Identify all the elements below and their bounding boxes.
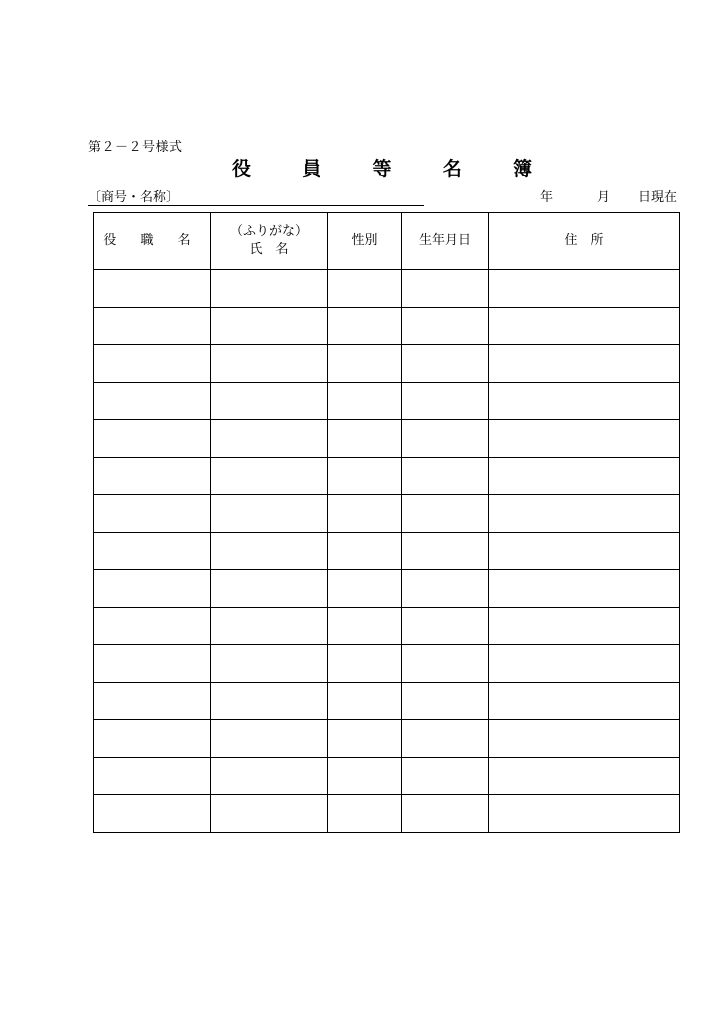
header-gender: 性別 (328, 213, 402, 270)
title-char: 名 (442, 158, 462, 180)
title-char: 簿 (512, 158, 532, 180)
cell-name[interactable] (211, 682, 328, 720)
cell-address[interactable] (489, 495, 680, 533)
cell-gender[interactable] (328, 420, 402, 458)
table-row (94, 382, 680, 420)
cell-address[interactable] (489, 570, 680, 608)
cell-birthdate[interactable] (402, 607, 489, 645)
cell-address[interactable] (489, 420, 680, 458)
cell-name[interactable] (211, 270, 328, 308)
cell-gender[interactable] (328, 532, 402, 570)
table-row (94, 570, 680, 608)
cell-name[interactable] (211, 457, 328, 495)
as-of-date (540, 186, 677, 205)
cell-birthdate[interactable] (402, 382, 489, 420)
cell-gender[interactable] (328, 720, 402, 758)
table-row (94, 345, 680, 383)
cell-birthdate[interactable] (402, 495, 489, 533)
cell-position[interactable] (94, 270, 211, 308)
cell-gender[interactable] (328, 457, 402, 495)
cell-position[interactable] (94, 495, 211, 533)
day-label: 日現在 (638, 190, 678, 205)
cell-position[interactable] (94, 757, 211, 795)
table-row (94, 307, 680, 345)
cell-name[interactable] (211, 795, 328, 833)
cell-birthdate[interactable] (402, 757, 489, 795)
cell-gender[interactable] (328, 682, 402, 720)
cell-address[interactable] (489, 457, 680, 495)
title-char: 役 (232, 158, 252, 180)
cell-birthdate[interactable] (402, 645, 489, 683)
cell-position[interactable] (94, 345, 211, 383)
cell-gender[interactable] (328, 495, 402, 533)
cell-gender[interactable] (328, 570, 402, 608)
cell-position[interactable] (94, 420, 211, 458)
cell-birthdate[interactable] (402, 532, 489, 570)
cell-name[interactable] (211, 307, 328, 345)
cell-address[interactable] (489, 682, 680, 720)
cell-position[interactable] (94, 382, 211, 420)
table-row (94, 420, 680, 458)
cell-name[interactable] (211, 720, 328, 758)
cell-birthdate[interactable] (402, 420, 489, 458)
cell-gender[interactable] (328, 345, 402, 383)
cell-birthdate[interactable] (402, 795, 489, 833)
table-row (94, 270, 680, 308)
table-row (94, 457, 680, 495)
cell-birthdate[interactable] (402, 570, 489, 608)
cell-name[interactable] (211, 532, 328, 570)
cell-position[interactable] (94, 532, 211, 570)
table-row (94, 795, 680, 833)
cell-name[interactable] (211, 345, 328, 383)
header-position: 役 職 名 (94, 213, 211, 270)
title-char: 員 (302, 158, 322, 180)
cell-name[interactable] (211, 495, 328, 533)
cell-birthdate[interactable] (402, 270, 489, 308)
cell-gender[interactable] (328, 307, 402, 345)
roster-body (94, 270, 680, 833)
cell-birthdate[interactable] (402, 682, 489, 720)
year-label: 年 (540, 190, 554, 205)
table-row (94, 607, 680, 645)
cell-birthdate[interactable] (402, 345, 489, 383)
header-address: 住 所 (489, 213, 680, 270)
header-name-label: 氏 名 (249, 242, 289, 257)
cell-name[interactable] (211, 382, 328, 420)
cell-position[interactable] (94, 682, 211, 720)
table-row (94, 532, 680, 570)
cell-gender[interactable] (328, 757, 402, 795)
cell-position[interactable] (94, 607, 211, 645)
cell-birthdate[interactable] (402, 307, 489, 345)
cell-address[interactable] (489, 345, 680, 383)
header-birthdate: 生年月日 (402, 213, 489, 270)
cell-gender[interactable] (328, 607, 402, 645)
cell-position[interactable] (94, 720, 211, 758)
cell-name[interactable] (211, 607, 328, 645)
cell-address[interactable] (489, 607, 680, 645)
company-name-label: 〔商号・名称〕 (88, 190, 180, 205)
header-furigana: （ふりがな） (229, 224, 308, 239)
cell-birthdate[interactable] (402, 457, 489, 495)
cell-gender[interactable] (328, 382, 402, 420)
month-label: 月 (597, 190, 611, 205)
cell-gender[interactable] (328, 795, 402, 833)
cell-position[interactable] (94, 307, 211, 345)
table-row (94, 757, 680, 795)
cell-address[interactable] (489, 270, 680, 308)
cell-gender[interactable] (328, 645, 402, 683)
cell-address[interactable] (489, 757, 680, 795)
cell-address[interactable] (489, 532, 680, 570)
table-row (94, 682, 680, 720)
cell-position[interactable] (94, 457, 211, 495)
cell-name[interactable] (211, 570, 328, 608)
cell-position[interactable] (94, 795, 211, 833)
table-row (94, 720, 680, 758)
header-name (211, 213, 328, 270)
cell-position[interactable] (94, 570, 211, 608)
cell-address[interactable] (489, 795, 680, 833)
table-row (94, 645, 680, 683)
cell-gender[interactable] (328, 270, 402, 308)
form-number: 第２－２号様式 (88, 140, 183, 155)
title-char: 等 (372, 158, 392, 180)
table-row (94, 495, 680, 533)
table-header-row (94, 213, 680, 270)
cell-address[interactable] (489, 382, 680, 420)
cell-position[interactable] (94, 645, 211, 683)
company-name-field[interactable] (88, 186, 424, 206)
cell-address[interactable] (489, 645, 680, 683)
officer-roster-table (93, 212, 680, 833)
cell-address[interactable] (489, 307, 680, 345)
cell-name[interactable] (211, 645, 328, 683)
cell-address[interactable] (489, 720, 680, 758)
page-title (232, 154, 532, 181)
cell-name[interactable] (211, 420, 328, 458)
cell-name[interactable] (211, 757, 328, 795)
cell-birthdate[interactable] (402, 720, 489, 758)
